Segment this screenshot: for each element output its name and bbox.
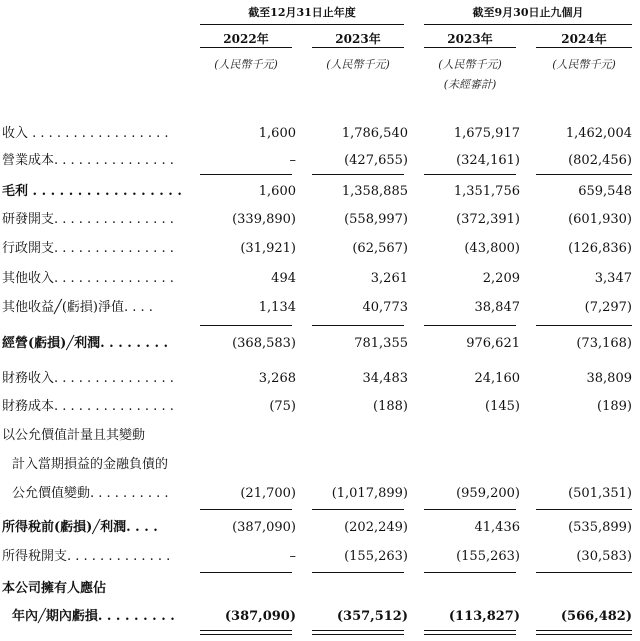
row-value-2023-9m: 1,675,917 [453, 126, 520, 141]
total-double-line-2b [312, 634, 404, 635]
total-double-line-1a [200, 630, 292, 631]
row-value-2024-9m: 659,548 [578, 184, 632, 199]
table-row [0, 239, 640, 259]
row-label: 公允價值變動. . . . . . . . . . [12, 486, 169, 501]
subtotal-line-2 [312, 325, 404, 326]
table-row [0, 298, 640, 318]
row-value-2024-9m: 38,809 [586, 371, 632, 386]
table-row [0, 210, 640, 230]
row-value-2023-9m: (145) [485, 399, 520, 414]
row-value-2022: (31,921) [240, 241, 296, 256]
row-value-2022: 494 [271, 271, 296, 286]
row-value-2023: (202,249) [344, 520, 408, 535]
row-value-2023: (188) [373, 399, 408, 414]
table-row [0, 579, 640, 599]
row-value-2022: (368,583) [232, 336, 296, 351]
subtotal-line-2 [312, 572, 404, 573]
row-label: 所得稅開支. . . . . . . . . . . . . [2, 549, 171, 564]
row-value-2022: 3,268 [258, 371, 296, 386]
unit-label-1: (人民幣千元) [214, 58, 278, 71]
row-label: 計入當期損益的金融負債的 [12, 457, 169, 472]
row-value-2023-9m: 2,209 [482, 271, 520, 286]
table-row [0, 151, 640, 171]
row-label: 財務成本. . . . . . . . . . . . . . . [2, 399, 174, 414]
table-row [0, 547, 640, 567]
subtotal-line-3 [424, 174, 516, 175]
table-row [0, 334, 640, 354]
year-underline-3 [424, 47, 516, 48]
row-value-2023-9m: 1,351,756 [453, 184, 520, 199]
table-row [0, 182, 640, 202]
year-underline-4 [536, 47, 632, 48]
row-value-2023: (62,567) [352, 241, 408, 256]
subtotal-line-4 [536, 174, 632, 175]
row-value-2024-9m: (802,456) [568, 153, 632, 168]
year-underline-1 [200, 47, 292, 48]
period-header-year-end: 截至12月31日止年度 [248, 6, 356, 19]
row-value-2023-9m: (372,391) [456, 212, 520, 227]
row-value-2024-9m: 1,462,004 [565, 126, 632, 141]
row-value-2022: (339,890) [232, 212, 296, 227]
total-double-line-3b [424, 634, 516, 635]
subtotal-line-4 [536, 572, 632, 573]
subtotal-line-3 [424, 572, 516, 573]
row-value-2023-9m: 38,847 [474, 300, 520, 315]
row-value-2023: (357,512) [336, 609, 408, 624]
row-value-2022: (387,090) [224, 609, 296, 624]
row-value-2024-9m: (189) [597, 399, 632, 414]
table-row [0, 518, 640, 538]
row-value-2022: (387,090) [232, 520, 296, 535]
row-value-2023-9m: (113,827) [448, 609, 520, 624]
row-value-2023: (558,997) [344, 212, 408, 227]
row-value-2024-9m: (7,297) [584, 300, 632, 315]
table-row [0, 455, 640, 475]
row-value-2024-9m: (535,899) [568, 520, 632, 535]
table-row [0, 607, 640, 627]
row-value-2023-9m: 41,436 [474, 520, 520, 535]
year-header-2: 2023年 [335, 32, 381, 46]
row-value-2023-9m: 24,160 [474, 371, 520, 386]
unit-label-4: (人民幣千元) [552, 58, 616, 71]
row-value-2024-9m: (73,168) [576, 336, 632, 351]
year-header-3: 2023年 [447, 32, 493, 46]
row-label: 所得稅前(虧損)╱利潤. . . . [2, 520, 158, 535]
row-value-2023-9m: (959,200) [456, 486, 520, 501]
row-value-2024-9m: (30,583) [576, 549, 632, 564]
row-value-2023: 781,355 [354, 336, 408, 351]
row-value-2022: (21,700) [240, 486, 296, 501]
total-double-line-1b [200, 634, 292, 635]
row-value-2023-9m: (43,800) [464, 241, 520, 256]
period-underline-1 [200, 24, 404, 25]
row-value-2022: – [289, 549, 296, 564]
subtotal-line-1 [200, 174, 292, 175]
table-row [0, 397, 640, 417]
row-value-2024-9m: (601,930) [568, 212, 632, 227]
row-label: 毛利 . . . . . . . . . . . . . . . . . [2, 184, 182, 199]
unit-label-3: (人民幣千元) [438, 58, 502, 71]
row-value-2023-9m: (155,263) [456, 549, 520, 564]
year-underline-2 [312, 47, 404, 48]
subtotal-line-4 [536, 509, 632, 510]
row-value-2023-9m: 976,621 [466, 336, 520, 351]
row-label: 行政開支. . . . . . . . . . . . . . . [2, 241, 174, 256]
row-value-2022: 1,600 [258, 184, 296, 199]
row-label: 財務收入. . . . . . . . . . . . . . . [2, 371, 174, 386]
subtotal-line-2 [312, 174, 404, 175]
subtotal-line-4 [536, 325, 632, 326]
row-value-2022: (75) [269, 399, 296, 414]
table-row [0, 426, 640, 446]
row-value-2023: 1,786,540 [341, 126, 408, 141]
row-value-2024-9m: (501,351) [568, 486, 632, 501]
period-underline-2 [424, 24, 632, 25]
year-header-4: 2024年 [561, 32, 607, 46]
total-double-line-3a [424, 630, 516, 631]
row-value-2023: (1,017,899) [331, 486, 408, 501]
row-label: 其他收入. . . . . . . . . . . . . . . [2, 271, 174, 286]
table-row [0, 269, 640, 289]
row-value-2022: 1,600 [258, 126, 296, 141]
unaudited-label: (未經審計) [443, 78, 497, 91]
row-value-2023: 34,483 [362, 371, 408, 386]
row-label: 研發開支. . . . . . . . . . . . . . . [2, 212, 174, 227]
row-value-2023-9m: (324,161) [456, 153, 520, 168]
total-double-line-2a [312, 630, 404, 631]
subtotal-line-1 [200, 572, 292, 573]
row-label: 年內╱期內虧損. . . . . . . . . [12, 609, 175, 624]
row-value-2024-9m: 3,347 [594, 271, 632, 286]
subtotal-line-3 [424, 509, 516, 510]
row-label: 營業成本. . . . . . . . . . . . . . . [2, 153, 174, 168]
row-value-2024-9m: (566,482) [560, 609, 632, 624]
year-header-1: 2022年 [223, 32, 269, 46]
subtotal-line-1 [200, 509, 292, 510]
row-value-2022: 1,134 [258, 300, 296, 315]
period-header-nine-months: 截至9月30日止九個月 [472, 6, 584, 19]
table-row [0, 369, 640, 389]
subtotal-line-1 [200, 325, 292, 326]
total-double-line-4b [536, 634, 632, 635]
row-label: 以公允價值計量且其變動 [2, 428, 146, 443]
table-row [0, 484, 640, 504]
row-value-2023: (427,655) [344, 153, 408, 168]
row-value-2023: 3,261 [370, 271, 408, 286]
table-row [0, 124, 640, 144]
row-value-2023: 1,358,885 [341, 184, 408, 199]
row-value-2023: (155,263) [344, 549, 408, 564]
row-label: 經營(虧損)╱利潤. . . . . . . . [2, 336, 169, 351]
row-label: 收入 . . . . . . . . . . . . . . . . . [2, 126, 169, 141]
subtotal-line-3 [424, 325, 516, 326]
subtotal-line-2 [312, 509, 404, 510]
row-value-2024-9m: (126,836) [568, 241, 632, 256]
row-label: 本公司擁有人應佔 [2, 581, 107, 596]
row-value-2023: 40,773 [362, 300, 408, 315]
row-value-2022: – [289, 153, 296, 168]
unit-label-2: (人民幣千元) [326, 58, 390, 71]
row-label: 其他收益╱(虧損)淨值. . . . [2, 300, 153, 315]
total-double-line-4a [536, 630, 632, 631]
